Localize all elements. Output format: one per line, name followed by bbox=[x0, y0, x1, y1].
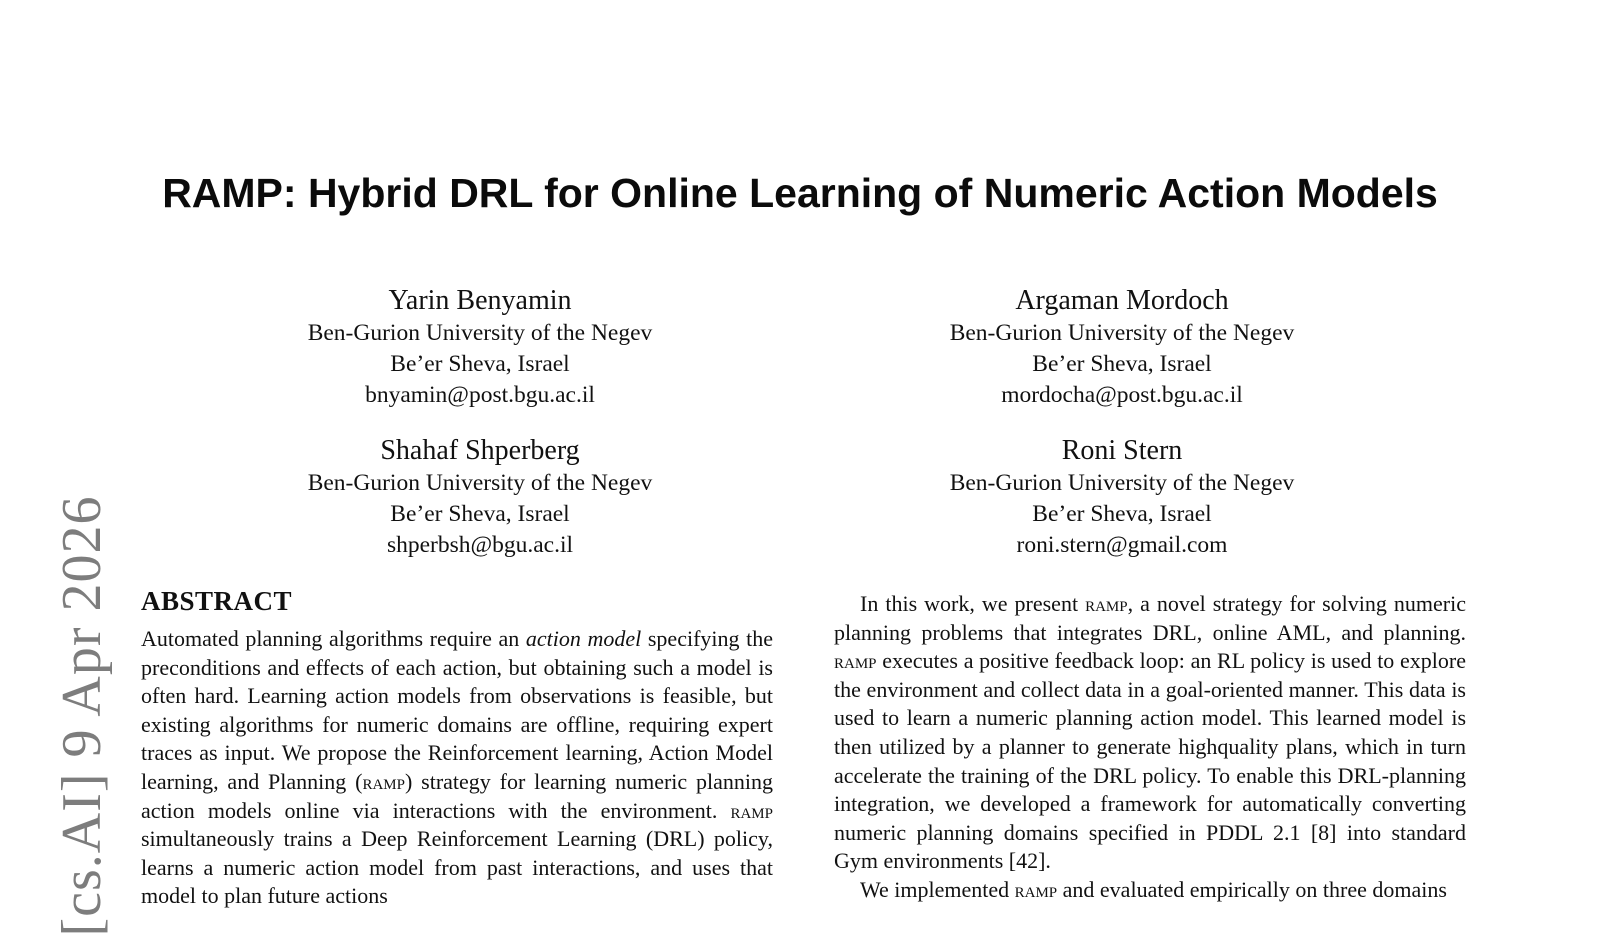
emphasized-term: action model bbox=[525, 626, 642, 651]
text-run: specifying the preconditions and effects of each action, but obtaining such a model is often hard. Learning action models from observations is feasible, but existing algorithms for numeric domains are offline, requiring expert traces as input. We propose the Reinforcement learning, Action Model learning, and Planning ( bbox=[141, 626, 773, 794]
text-run: ) strategy for learning numeric planning action models online via interactions with the environment. bbox=[141, 768, 773, 823]
author-email: mordocha@post.bgu.ac.il bbox=[1001, 382, 1243, 408]
author-location: Be’er Sheva, Israel bbox=[1032, 501, 1212, 527]
intro-paragraph bbox=[834, 590, 1466, 876]
author-block bbox=[240, 284, 720, 411]
intro-body bbox=[834, 590, 1466, 905]
intro-paragraph bbox=[834, 876, 1466, 905]
author-name: Roni Stern bbox=[1061, 435, 1183, 466]
method-name: ramp bbox=[1085, 592, 1128, 616]
author-block bbox=[882, 434, 1362, 561]
text-run: Automated planning algorithms require an bbox=[141, 626, 526, 651]
author-location: Be’er Sheva, Israel bbox=[390, 351, 570, 377]
method-name: ramp bbox=[730, 798, 773, 823]
author-location: Be’er Sheva, Israel bbox=[1032, 351, 1212, 377]
abstract-paragraph bbox=[141, 625, 773, 911]
text-run: simultaneously trains a Deep Reinforcement Learning (DRL) policy, learns a numeric action model from past interactions, and uses that model to plan future actions bbox=[141, 826, 773, 909]
text-run: and evaluated empirically on three domains bbox=[1057, 876, 1447, 902]
author-block bbox=[882, 284, 1362, 411]
text-run: In this work, we present bbox=[860, 591, 1086, 616]
arxiv-sidebar-stamp: [cs.AI] 9 Apr 2026 bbox=[51, 495, 113, 937]
author-email: bnyamin@post.bgu.ac.il bbox=[365, 382, 595, 408]
author-name: Argaman Mordoch bbox=[1015, 285, 1229, 316]
text-run: executes a positive feedback loop: an RL policy is used to explore the environment and collect data in a goal-oriented manner. This data is used to learn a numeric planning action model. This learned model is then utilized by a planner to generate highquality plans, which in turn accelerate the training of the DRL policy. To enable this DRL-planning integration, we developed a framework for automatically converting numeric planning domains specified in PDDL 2.1 [8] into standard Gym environments [42]. bbox=[834, 648, 1466, 874]
author-affiliation: Ben-Gurion University of the Negev bbox=[949, 320, 1295, 346]
method-name: ramp bbox=[362, 769, 405, 794]
method-name: ramp bbox=[834, 649, 877, 674]
paper-title: RAMP: Hybrid DRL for Online Learning of Numeric Action Models bbox=[162, 170, 1438, 216]
author-affiliation: Ben-Gurion University of the Negev bbox=[949, 470, 1295, 496]
author-block bbox=[240, 434, 720, 561]
author-email: shperbsh@bgu.ac.il bbox=[386, 532, 574, 558]
author-email: roni.stern@gmail.com bbox=[1016, 532, 1228, 558]
author-name: Shahaf Shperberg bbox=[380, 435, 580, 466]
author-affiliation: Ben-Gurion University of the Negev bbox=[307, 470, 653, 496]
text-run: , a novel strategy for solving numeric planning problems that integrates DRL, online AML, and planning. bbox=[834, 591, 1466, 645]
method-name: ramp bbox=[1014, 877, 1058, 902]
author-location: Be’er Sheva, Israel bbox=[390, 501, 570, 527]
abstract-heading: ABSTRACT bbox=[141, 586, 293, 616]
text-run: We implemented bbox=[860, 876, 1015, 902]
abstract-body bbox=[141, 625, 773, 911]
author-affiliation: Ben-Gurion University of the Negev bbox=[307, 320, 653, 346]
author-name: Yarin Benyamin bbox=[388, 285, 572, 316]
